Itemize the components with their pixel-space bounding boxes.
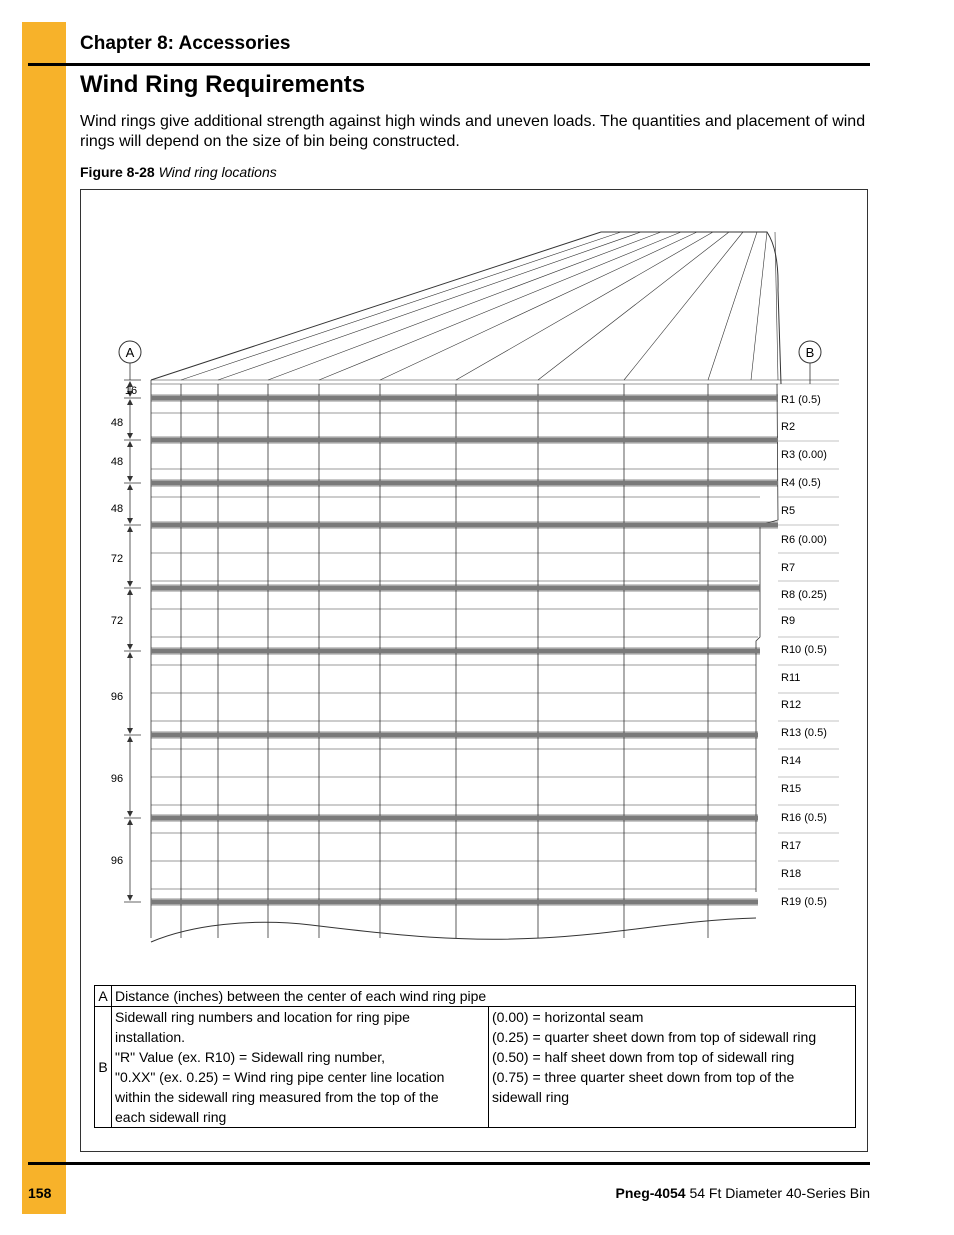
ring-label: R16 (0.5) xyxy=(781,812,827,824)
dimension-arrowhead xyxy=(127,518,133,524)
legend-line: each sidewall ring xyxy=(115,1109,227,1125)
legend-line: (0.00) = horizontal seam xyxy=(492,1009,644,1025)
ring-label: R13 (0.5) xyxy=(781,727,827,739)
dimension-arrowhead xyxy=(127,484,133,490)
dimension-arrowhead xyxy=(127,526,133,532)
ring-label: R11 xyxy=(781,672,801,684)
dimension-arrowhead xyxy=(127,589,133,595)
wind-ring-diagram xyxy=(81,190,867,980)
roof-rib xyxy=(708,232,757,380)
legend-line: Sidewall ring numbers and location for ring pipe xyxy=(115,1009,410,1025)
dimension-arrowhead xyxy=(127,581,133,587)
page-title: Wind Ring Requirements xyxy=(80,71,366,98)
ring-label: R7 xyxy=(781,562,796,574)
ring-label: R15 xyxy=(781,783,802,795)
dimension-arrowhead xyxy=(127,728,133,734)
legend-row-b xyxy=(95,1007,856,1128)
roof-rib xyxy=(751,232,767,380)
ring-label: R8 (0.25) xyxy=(781,589,827,601)
roof-rib xyxy=(218,232,641,380)
roof-rib xyxy=(456,232,713,380)
dimension-arrowhead xyxy=(127,399,133,405)
legend-line: (0.50) = half sheet down from top of sidewall ring xyxy=(492,1049,795,1065)
distance-label: 48 xyxy=(110,503,124,515)
footer-rule xyxy=(28,1162,870,1165)
roof-rib xyxy=(181,232,621,380)
header-rule xyxy=(28,63,870,66)
figure-number: Figure 8-28 xyxy=(80,164,155,180)
sidewall-right-edge xyxy=(756,384,778,892)
marker-b xyxy=(799,341,821,384)
ring-label: R18 xyxy=(781,868,802,880)
distance-label: 16 xyxy=(124,385,138,397)
marker-a xyxy=(119,341,141,380)
document-footer xyxy=(616,1185,870,1201)
ring-label: R2 xyxy=(781,421,796,433)
ring-label: R12 xyxy=(781,699,802,711)
legend-line: "0.XX" (ex. 0.25) = Wind ring pipe center line location xyxy=(115,1069,445,1085)
ring-label: R19 (0.5) xyxy=(781,896,827,908)
dimension-arrowhead xyxy=(127,819,133,825)
legend-line: "R" Value (ex. R10) = Sidewall ring number, xyxy=(115,1049,385,1065)
roof-rib xyxy=(319,232,681,380)
distance-label: 48 xyxy=(110,456,124,468)
roof-rib xyxy=(380,232,697,380)
ring-label: R9 xyxy=(781,615,796,627)
figure-caption xyxy=(80,164,277,180)
marker-b-label: B xyxy=(805,345,815,360)
legend-line: within the sidewall ring measured from the top of the xyxy=(115,1089,439,1105)
ring-label: R10 (0.5) xyxy=(781,644,827,656)
section-break-line xyxy=(151,918,756,942)
dimension-arrowhead xyxy=(127,736,133,742)
dimension-arrowhead xyxy=(127,441,133,447)
legend-letter-b: B xyxy=(95,1007,112,1128)
legend-line: (0.25) = quarter sheet down from top of sidewall ring xyxy=(492,1029,817,1045)
figure-box xyxy=(80,189,868,1152)
distance-label: 96 xyxy=(110,773,124,785)
document-code: Pneg-4054 xyxy=(615,1185,686,1201)
distance-label: 72 xyxy=(110,615,124,627)
ring-label: R5 xyxy=(781,505,796,517)
intro-paragraph: Wind rings give additional strength against high winds and uneven loads. The quantities and placement of wind rings will depend on the size of bin being constructed. xyxy=(80,113,866,150)
ring-label: R14 xyxy=(781,755,802,767)
page-number: 158 xyxy=(28,1185,52,1201)
legend-table xyxy=(94,985,856,1128)
ring-label: R3 (0.00) xyxy=(781,449,827,461)
legend-text-b-right xyxy=(489,1007,856,1128)
distance-label: 96 xyxy=(110,691,124,703)
legend-row-a xyxy=(95,986,856,1007)
dimension-arrowhead xyxy=(127,476,133,482)
dimension-arrowhead xyxy=(127,652,133,658)
ring-label: R1 (0.5) xyxy=(781,394,821,406)
document-title: 54 Ft Diameter 40-Series Bin xyxy=(689,1185,870,1201)
legend-line: sidewall ring xyxy=(492,1089,570,1105)
dimension-arrowhead xyxy=(127,895,133,901)
chapter-heading: Chapter 8: Accessories xyxy=(80,33,291,54)
figure-title: Wind ring locations xyxy=(158,164,277,180)
distance-label: 48 xyxy=(110,417,124,429)
ring-label: R4 (0.5) xyxy=(781,477,821,489)
legend-line: installation. xyxy=(115,1029,186,1045)
ring-label: R17 xyxy=(781,840,802,852)
roof-rib xyxy=(538,232,729,380)
roof-outline xyxy=(151,232,781,384)
dimension-arrowhead xyxy=(127,644,133,650)
roof-rib xyxy=(624,232,743,380)
dimension-arrowhead xyxy=(127,433,133,439)
distance-label: 72 xyxy=(110,553,124,565)
legend-text-a: Distance (inches) between the center of each wind ring pipe xyxy=(112,986,856,1007)
marker-a-label: A xyxy=(125,345,135,360)
dimension-arrowhead xyxy=(127,811,133,817)
roof-rib xyxy=(775,232,778,380)
ring-label: R6 (0.00) xyxy=(781,534,827,546)
legend-letter-a: A xyxy=(95,986,112,1007)
legend-line: (0.75) = three quarter sheet down from top of the xyxy=(492,1069,795,1085)
legend-text-b-left xyxy=(112,1007,489,1128)
distance-label: 96 xyxy=(110,855,124,867)
chapter-side-bar xyxy=(22,22,66,1214)
roof-rib xyxy=(268,232,661,380)
